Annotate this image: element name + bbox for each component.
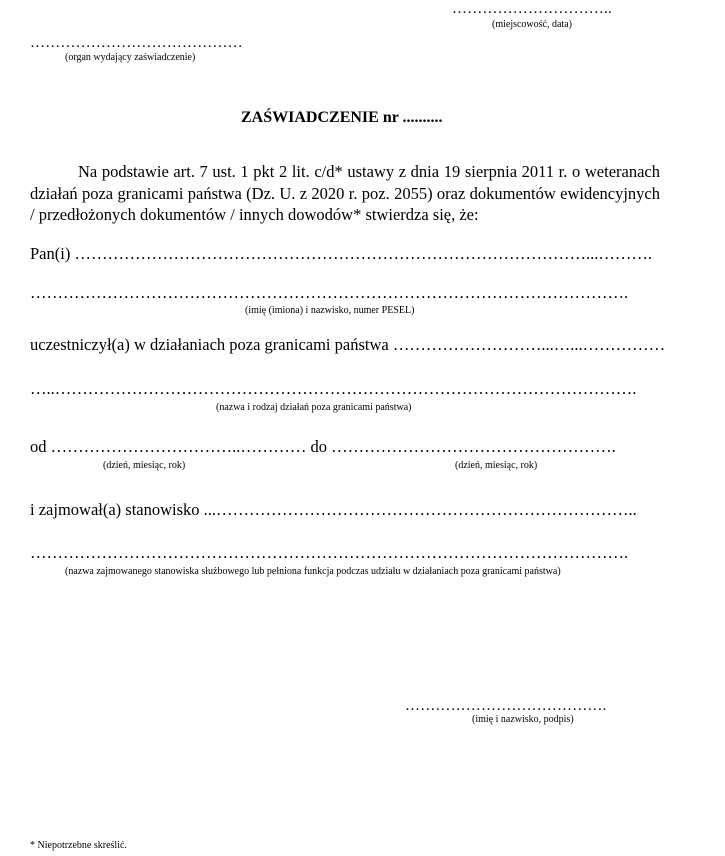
issuer-dots: …………………………………… <box>30 35 243 51</box>
position-caption: (nazwa zajmowanego stanowiska służbowego lub pełniona funkcja podczas udziału w działaniach poza granicami państwa) <box>65 566 561 577</box>
place-date-caption: (miejscowość, data) <box>492 19 572 30</box>
position-dots: ………………………………………………………………………………………………. <box>30 543 629 562</box>
from-caption: (dzień, miesiąc, rok) <box>103 460 186 471</box>
operations-caption: (nazwa i rodzaj działań poza granicami państwa) <box>216 402 412 413</box>
signature-caption: (imię i nazwisko, podpis) <box>472 714 574 725</box>
document-title: ZAŚWIADCZENIE nr .......... <box>241 109 443 126</box>
to-caption: (dzień, miesiąc, rok) <box>455 460 538 471</box>
signature-dots: …………………………………. <box>405 698 607 714</box>
issuer-caption: (organ wydający zaświadczenie) <box>65 52 196 63</box>
place-date-dots: ………………………….. <box>452 1 612 17</box>
intro-paragraph: Na podstawie art. 7 ust. 1 pkt 2 lit. c/d* ustawy z dnia 19 sierpnia 2011 r. o weteranach działań poza granicami państwa (Dz. U. z 2020 r. poz. 2055) oraz dokumentów ewidencyjnych / przedłożonych dokumentów / innych dowodów* stwierdza się, że: <box>30 162 660 224</box>
footnote: * Niepotrzebne skreślić. <box>30 840 127 851</box>
name-caption: (imię (imiona) i nazwisko, numer PESEL) <box>245 305 415 316</box>
from-to-line: od ……………………………..………… do ……………………………………………. <box>30 437 616 456</box>
participated-line: uczestniczył(a) w działaniach poza granicami państwa ………………………...…...…………… <box>30 335 666 354</box>
position-line: i zajmował(a) stanowisko ...………………………………………………………………….. <box>30 500 637 519</box>
name-dots: ………………………………………………………………………………………………. <box>30 283 629 302</box>
operations-dots: …..……………………………………………………………………………………………. <box>30 379 637 398</box>
pan-line: Pan(i) …………………………………………………………………………………...………. <box>30 244 652 263</box>
